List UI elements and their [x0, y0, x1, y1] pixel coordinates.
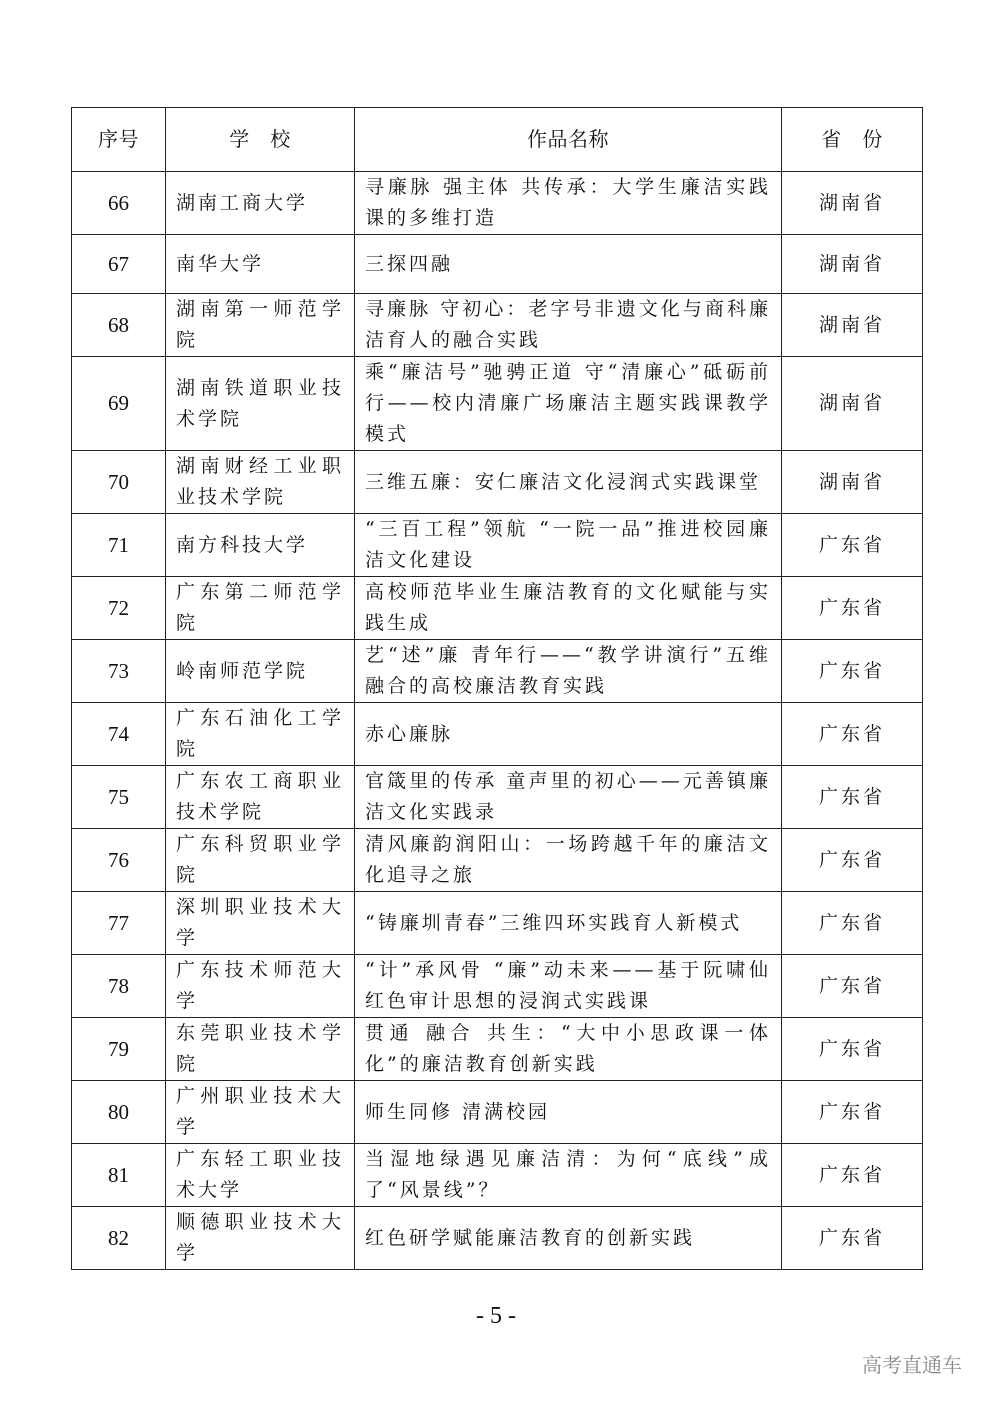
row-number: 76 [72, 829, 166, 892]
table-row [72, 577, 923, 640]
row-number: 74 [72, 703, 166, 766]
row-title: 师生同修 清满校园 [355, 1081, 782, 1144]
row-province: 广东省 [782, 640, 923, 703]
table-row [72, 514, 923, 577]
table-row [72, 1144, 923, 1207]
header-number: 序号 [72, 108, 166, 172]
row-title: 三维五廉：安仁廉洁文化浸润式实践课堂 [355, 451, 782, 514]
row-number: 68 [72, 294, 166, 357]
row-title: 寻廉脉 守初心：老字号非遗文化与商科廉洁育人的融合实践 [355, 294, 782, 357]
table-row [72, 172, 923, 235]
row-number: 66 [72, 172, 166, 235]
row-school: 湖南第一师范学院 [166, 294, 355, 357]
row-school: 东莞职业技术学院 [166, 1018, 355, 1081]
row-number: 82 [72, 1207, 166, 1270]
row-number: 67 [72, 235, 166, 294]
row-province: 广东省 [782, 1018, 923, 1081]
row-province: 湖南省 [782, 235, 923, 294]
table-row [72, 703, 923, 766]
row-title: 乘“廉洁号”驰骋正道 守“清廉心”砥砺前行——校内清廉广场廉洁主题实践课教学模式 [355, 357, 782, 451]
row-title: “三百工程”领航 “一院一品”推进校园廉洁文化建设 [355, 514, 782, 577]
row-province: 广东省 [782, 514, 923, 577]
row-school: 南方科技大学 [166, 514, 355, 577]
row-title: 寻廉脉 强主体 共传承：大学生廉洁实践课的多维打造 [355, 172, 782, 235]
row-title: 官箴里的传承 童声里的初心——元善镇廉洁文化实践录 [355, 766, 782, 829]
table-row [72, 1207, 923, 1270]
row-title: 艺“述”廉 青年行——“教学讲演行”五维融合的高校廉洁教育实践 [355, 640, 782, 703]
row-school: 深圳职业技术大学 [166, 892, 355, 955]
row-title: “计”承风骨 “廉”动未来——基于阮啸仙红色审计思想的浸润式实践课 [355, 955, 782, 1018]
table-row [72, 955, 923, 1018]
table-header-row [72, 108, 923, 172]
row-number: 71 [72, 514, 166, 577]
row-school: 顺德职业技术大学 [166, 1207, 355, 1270]
table-row [72, 451, 923, 514]
row-province: 湖南省 [782, 294, 923, 357]
row-province: 湖南省 [782, 172, 923, 235]
row-school: 广东技术师范大学 [166, 955, 355, 1018]
row-school: 湖南工商大学 [166, 172, 355, 235]
table-row [72, 829, 923, 892]
row-province: 广东省 [782, 1207, 923, 1270]
row-province: 广东省 [782, 703, 923, 766]
row-province: 广东省 [782, 892, 923, 955]
row-number: 69 [72, 357, 166, 451]
row-school: 湖南铁道职业技术学院 [166, 357, 355, 451]
row-province: 广东省 [782, 766, 923, 829]
row-province: 广东省 [782, 829, 923, 892]
row-school: 广东轻工职业技术大学 [166, 1144, 355, 1207]
awards-table-container [71, 107, 922, 1270]
row-number: 81 [72, 1144, 166, 1207]
row-school: 广东科贸职业学院 [166, 829, 355, 892]
row-number: 79 [72, 1018, 166, 1081]
table-row [72, 1081, 923, 1144]
row-school: 广州职业技术大学 [166, 1081, 355, 1144]
header-province: 省 份 [782, 108, 923, 172]
awards-table [71, 107, 923, 1270]
row-title: “铸廉圳青春”三维四环实践育人新模式 [355, 892, 782, 955]
page-number: - 5 - [476, 1303, 516, 1329]
table-row [72, 357, 923, 451]
header-school: 学 校 [166, 108, 355, 172]
row-province: 湖南省 [782, 357, 923, 451]
row-province: 湖南省 [782, 451, 923, 514]
row-number: 77 [72, 892, 166, 955]
row-number: 80 [72, 1081, 166, 1144]
row-province: 广东省 [782, 1081, 923, 1144]
row-school: 南华大学 [166, 235, 355, 294]
table-row [72, 1018, 923, 1081]
row-school: 湖南财经工业职业技术学院 [166, 451, 355, 514]
row-school: 广东石油化工学院 [166, 703, 355, 766]
row-province: 广东省 [782, 1144, 923, 1207]
row-title: 三探四融 [355, 235, 782, 294]
table-row [72, 892, 923, 955]
row-title: 当湿地绿遇见廉洁清：为何“底线”成了“风景线”？ [355, 1144, 782, 1207]
row-title: 贯通 融合 共生：“大中小思政课一体化”的廉洁教育创新实践 [355, 1018, 782, 1081]
row-number: 78 [72, 955, 166, 1018]
table-body [72, 172, 923, 1270]
row-number: 70 [72, 451, 166, 514]
row-number: 73 [72, 640, 166, 703]
table-row [72, 766, 923, 829]
row-title: 高校师范毕业生廉洁教育的文化赋能与实践生成 [355, 577, 782, 640]
row-title: 红色研学赋能廉洁教育的创新实践 [355, 1207, 782, 1270]
row-school: 岭南师范学院 [166, 640, 355, 703]
row-number: 72 [72, 577, 166, 640]
watermark-text: 高考直通车 [862, 1353, 962, 1377]
row-province: 广东省 [782, 955, 923, 1018]
table-row [72, 294, 923, 357]
row-title: 清风廉韵润阳山：一场跨越千年的廉洁文化追寻之旅 [355, 829, 782, 892]
row-title: 赤心廉脉 [355, 703, 782, 766]
table-row [72, 235, 923, 294]
row-school: 广东第二师范学院 [166, 577, 355, 640]
row-province: 广东省 [782, 577, 923, 640]
row-number: 75 [72, 766, 166, 829]
header-title: 作品名称 [355, 108, 782, 172]
row-school: 广东农工商职业技术学院 [166, 766, 355, 829]
table-row [72, 640, 923, 703]
